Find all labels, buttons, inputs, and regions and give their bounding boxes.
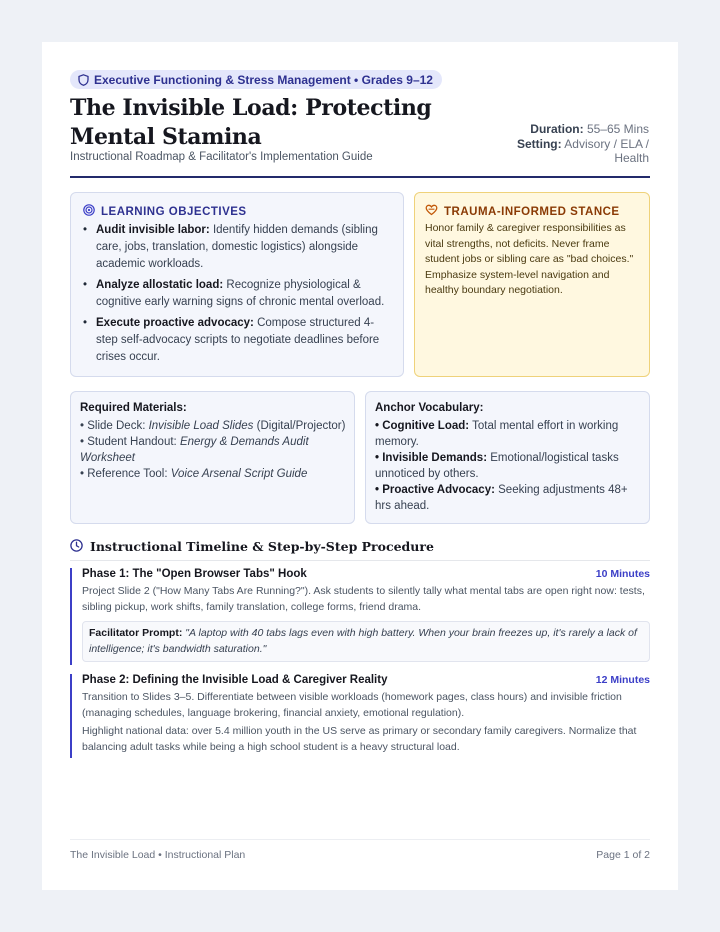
trauma-heading	[425, 204, 620, 219]
vocabulary-card	[365, 391, 650, 524]
page-title: The Invisible Load: Protecting Mental Stamina	[70, 95, 432, 150]
phase-1	[70, 568, 650, 665]
heart-hands-icon	[425, 204, 438, 219]
list-item: • Execute proactive advocacy: Compose structured 4-step self-advocacy scripts to negotiate deadlines before crises occur.	[83, 315, 395, 366]
subject-badge	[70, 70, 442, 89]
objectives-list	[83, 222, 395, 370]
list-item: • Student Handout: Energy & Demands Audit Worksheet	[80, 436, 309, 464]
materials-title: Required Materials:	[80, 402, 187, 414]
facilitator-prompt: Facilitator Prompt: "A laptop with 40 tabs lags even with high battery. When your brain freezes up, it's rarely a lack of intelligence; it's bandwidth saturation."	[82, 621, 650, 662]
list-item: • Audit invisible labor: Identify hidden demands (sibling care, jobs, translation, domestic logistics) alongside academic workloads.	[83, 222, 395, 273]
trauma-text: Honor family & caregiver responsibilities as vital strengths, not deficits. Never frame student jobs or sibling care as "bad choices." Emphasize system-level navigation and healthy boundary negotiation.	[425, 222, 634, 297]
phase-description: Project Slide 2 ("How Many Tabs Are Running?"). Ask students to silently tally what mental tabs are open right now: tests, sibling pickup, work shifts, family translation, college forms, friend drama.	[82, 585, 645, 613]
phase-title: Phase 1: The "Open Browser Tabs" Hook	[82, 568, 307, 580]
page-number: Page 1 of 2	[596, 849, 650, 861]
page-footer	[70, 839, 650, 861]
duration-value: 55–65 Mins	[586, 122, 649, 136]
list-item: • Analyze allostatic load: Recognize physiological & cognitive early warning signs of chronic mental overload.	[83, 277, 395, 311]
materials-card	[70, 391, 355, 524]
list-item: • Cognitive Load: Total mental effort in working memory.	[375, 420, 619, 448]
timeline-heading	[70, 539, 650, 561]
phase-title: Phase 2: Defining the Invisible Load & Caregiver Reality	[82, 674, 388, 686]
phase-duration: 10 Minutes	[595, 568, 650, 580]
materials-list	[80, 418, 348, 482]
phase-2	[70, 674, 650, 758]
trauma-informed-card	[414, 192, 650, 377]
duration-row: Duration: 55–65 Mins	[530, 122, 649, 136]
vocabulary-title: Anchor Vocabulary:	[375, 402, 484, 414]
page-subtitle: Instructional Roadmap & Facilitator's Implementation Guide	[70, 151, 373, 163]
list-item: • Proactive Advocacy: Seeking adjustments 48+ hrs ahead.	[375, 484, 628, 512]
shield-icon	[78, 74, 89, 86]
phase-description-secondary: Highlight national data: over 5.4 million youth in the US serve as primary or secondary family caregivers. Normalize that balancing adult tasks while being a high school student is a heavy structural load.	[82, 725, 637, 753]
header-divider	[70, 176, 650, 178]
setting-value: Advisory / ELA / Health	[564, 136, 649, 165]
list-item: • Reference Tool: Voice Arsenal Script Guide	[80, 468, 308, 480]
subject-badge-label: Executive Functioning & Stress Management • Grades 9–12	[94, 72, 433, 87]
timeline-title: Instructional Timeline & Step-by-Step Procedure	[90, 539, 434, 554]
footer-title: The Invisible Load • Instructional Plan	[70, 849, 246, 861]
learning-objectives-card	[70, 192, 404, 377]
lesson-meta	[489, 122, 649, 166]
target-icon	[83, 204, 95, 219]
objectives-title: LEARNING OBJECTIVES	[101, 205, 247, 218]
setting-row: Setting: Advisory / ELA / Health	[516, 136, 649, 165]
lesson-plan-page	[42, 42, 678, 890]
phase-duration: 12 Minutes	[595, 674, 650, 686]
vocabulary-list	[375, 418, 643, 514]
objectives-heading	[83, 204, 247, 219]
phase-description: Transition to Slides 3–5. Differentiate between visible workloads (homework pages, class hours) and invisible friction (managing schedules, language brokering, financial anxiety, emotional regulation).	[82, 691, 622, 719]
trauma-title: TRAUMA-INFORMED STANCE	[444, 205, 620, 218]
clock-icon	[70, 539, 83, 555]
list-item: • Slide Deck: Invisible Load Slides (Digital/Projector)	[80, 420, 346, 432]
list-item: • Invisible Demands: Emotional/logistical tasks unnoticed by others.	[375, 452, 619, 480]
